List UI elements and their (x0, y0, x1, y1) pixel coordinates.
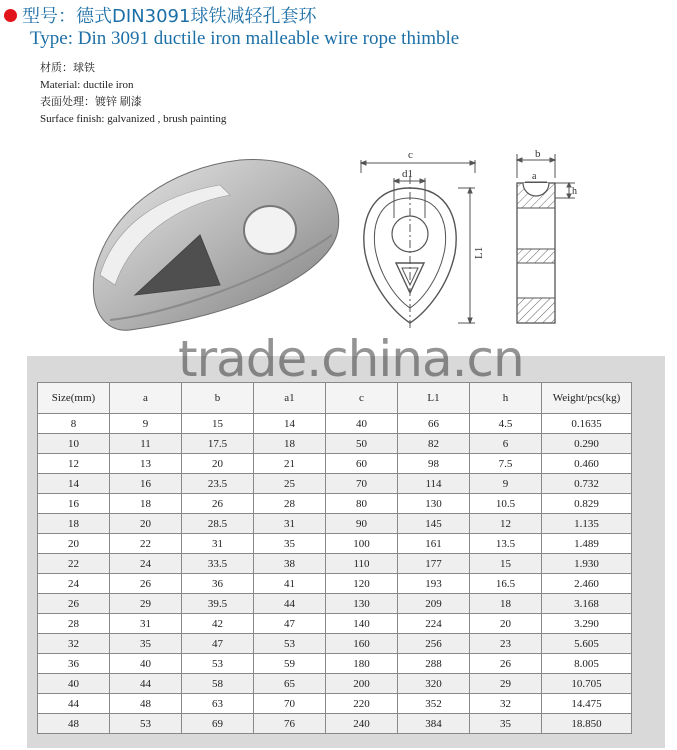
front-view-drawing (350, 148, 490, 338)
table-cell: 40 (326, 414, 398, 434)
table-cell: 352 (398, 694, 470, 714)
table-row (38, 494, 632, 514)
label-c: c (408, 149, 413, 161)
table-cell: 23.5 (182, 474, 254, 494)
table-cell: 26 (470, 654, 542, 674)
table-cell: 15 (182, 414, 254, 434)
table-cell: 36 (182, 574, 254, 594)
table-cell: 114 (398, 474, 470, 494)
table-cell: 320 (398, 674, 470, 694)
header-h: h (470, 383, 542, 414)
table-cell: 53 (254, 634, 326, 654)
table-row (38, 454, 632, 474)
header-c: c (326, 383, 398, 414)
table-cell: 48 (110, 694, 182, 714)
table-cell: 35 (110, 634, 182, 654)
table-cell: 59 (254, 654, 326, 674)
table-cell: 42 (182, 614, 254, 634)
table-cell: 69 (182, 714, 254, 734)
table-cell: 36 (38, 654, 110, 674)
table-cell: 31 (182, 534, 254, 554)
header-size: Size(mm) (38, 383, 110, 414)
table-cell: 40 (110, 654, 182, 674)
table-row (38, 574, 632, 594)
table-row (38, 514, 632, 534)
table-cell: 20 (182, 454, 254, 474)
table-cell: 26 (110, 574, 182, 594)
table-cell: 384 (398, 714, 470, 734)
table-cell: 1.489 (542, 534, 632, 554)
table-cell: 16 (38, 494, 110, 514)
table-cell: 28 (254, 494, 326, 514)
table-row (38, 534, 632, 554)
table-cell: 240 (326, 714, 398, 734)
table-row (38, 654, 632, 674)
table-cell: 29 (470, 674, 542, 694)
table-cell: 41 (254, 574, 326, 594)
table-cell: 1.930 (542, 554, 632, 574)
table-cell: 33.5 (182, 554, 254, 574)
table-cell: 13.5 (470, 534, 542, 554)
table-cell: 3.168 (542, 594, 632, 614)
table-cell: 80 (326, 494, 398, 514)
table-cell: 8 (38, 414, 110, 434)
table-cell: 53 (182, 654, 254, 674)
table-cell: 26 (38, 594, 110, 614)
table-row (38, 714, 632, 734)
table-cell: 18 (470, 594, 542, 614)
table-cell: 20 (38, 534, 110, 554)
table-cell: 145 (398, 514, 470, 534)
table-cell: 58 (182, 674, 254, 694)
material-cn: 材质：球铁 (40, 62, 95, 74)
table-cell: 70 (254, 694, 326, 714)
table-cell: 14.475 (542, 694, 632, 714)
table-cell: 10 (38, 434, 110, 454)
table-cell: 66 (398, 414, 470, 434)
title-chinese (4, 3, 316, 27)
table-cell: 60 (326, 454, 398, 474)
table-cell: 160 (326, 634, 398, 654)
table-cell: 13 (110, 454, 182, 474)
table-cell: 38 (254, 554, 326, 574)
finish-en: Surface finish: galvanized , brush painting (40, 113, 227, 125)
label-d1: d1 (402, 168, 413, 180)
table-cell: 256 (398, 634, 470, 654)
table-cell: 21 (254, 454, 326, 474)
table-row (38, 474, 632, 494)
side-view-drawing (505, 148, 585, 338)
title-english: Type: Din 3091 ductile iron malleable wire rope thimble (30, 28, 460, 49)
table-cell: 1.135 (542, 514, 632, 534)
table-cell: 20 (110, 514, 182, 534)
table-cell: 40 (38, 674, 110, 694)
table-cell: 31 (254, 514, 326, 534)
table-cell: 17.5 (182, 434, 254, 454)
watermark: trade.china.cn (178, 330, 524, 388)
table-cell: 0.460 (542, 454, 632, 474)
table-cell: 18 (38, 514, 110, 534)
header-weight: Weight/pcs(kg) (542, 383, 632, 414)
table-cell: 76 (254, 714, 326, 734)
table-cell: 110 (326, 554, 398, 574)
table-cell: 9 (110, 414, 182, 434)
table-cell: 12 (38, 454, 110, 474)
table-row (38, 674, 632, 694)
table-cell: 22 (110, 534, 182, 554)
table-cell: 209 (398, 594, 470, 614)
table-row (38, 434, 632, 454)
table-cell: 35 (470, 714, 542, 734)
table-cell: 70 (326, 474, 398, 494)
table-cell: 12 (470, 514, 542, 534)
table-cell: 6 (470, 434, 542, 454)
table-cell: 18 (110, 494, 182, 514)
table-cell: 4.5 (470, 414, 542, 434)
table-row (38, 694, 632, 714)
table-cell: 120 (326, 574, 398, 594)
table-cell: 130 (326, 594, 398, 614)
finish-cn: 表面处理：镀锌 刷漆 (40, 96, 142, 108)
dimension-table (37, 382, 632, 734)
table-cell: 18.850 (542, 714, 632, 734)
table-cell: 44 (38, 694, 110, 714)
table-cell: 39.5 (182, 594, 254, 614)
table-cell: 29 (110, 594, 182, 614)
table-cell: 44 (110, 674, 182, 694)
table-row (38, 554, 632, 574)
table-cell: 9 (470, 474, 542, 494)
table-cell: 224 (398, 614, 470, 634)
table-cell: 35 (254, 534, 326, 554)
table-cell: 24 (38, 574, 110, 594)
table-cell: 3.290 (542, 614, 632, 634)
table-cell: 7.5 (470, 454, 542, 474)
table-cell: 65 (254, 674, 326, 694)
table-cell: 47 (182, 634, 254, 654)
table-cell: 32 (38, 634, 110, 654)
table-cell: 90 (326, 514, 398, 534)
table-cell: 15 (470, 554, 542, 574)
table-cell: 26 (182, 494, 254, 514)
table-cell: 161 (398, 534, 470, 554)
table-cell: 14 (38, 474, 110, 494)
material-en: Material: ductile iron (40, 79, 134, 91)
table-cell: 140 (326, 614, 398, 634)
table-cell: 82 (398, 434, 470, 454)
table-cell: 5.605 (542, 634, 632, 654)
specifications (40, 60, 226, 128)
table-cell: 53 (110, 714, 182, 734)
table-cell: 130 (398, 494, 470, 514)
table-row (38, 594, 632, 614)
table-cell: 220 (326, 694, 398, 714)
table-cell: 200 (326, 674, 398, 694)
table-body (38, 414, 632, 734)
table-cell: 0.1635 (542, 414, 632, 434)
table-cell: 288 (398, 654, 470, 674)
title-chinese-text: 型号：德式DIN3091球铁减轻孔套环 (22, 6, 317, 27)
dimension-table-panel (27, 356, 665, 748)
table-cell: 16 (110, 474, 182, 494)
table-cell: 63 (182, 694, 254, 714)
label-L1: L1 (473, 246, 485, 259)
table-cell: 14 (254, 414, 326, 434)
table-cell: 47 (254, 614, 326, 634)
label-b: b (535, 148, 541, 160)
table-cell: 193 (398, 574, 470, 594)
table-cell: 44 (254, 594, 326, 614)
table-cell: 23 (470, 634, 542, 654)
table-cell: 2.460 (542, 574, 632, 594)
table-cell: 20 (470, 614, 542, 634)
table-cell: 98 (398, 454, 470, 474)
table-cell: 28.5 (182, 514, 254, 534)
table-cell: 180 (326, 654, 398, 674)
table-row (38, 614, 632, 634)
table-cell: 177 (398, 554, 470, 574)
table-cell: 25 (254, 474, 326, 494)
table-cell: 16.5 (470, 574, 542, 594)
table-cell: 11 (110, 434, 182, 454)
table-cell: 28 (38, 614, 110, 634)
header-a: a (110, 383, 182, 414)
table-cell: 50 (326, 434, 398, 454)
table-row (38, 414, 632, 434)
label-h: h (572, 186, 577, 197)
table-cell: 32 (470, 694, 542, 714)
table-cell: 31 (110, 614, 182, 634)
table-cell: 24 (110, 554, 182, 574)
thimble-round-hole (244, 206, 296, 254)
header-L1: L1 (398, 383, 470, 414)
label-a: a (532, 171, 537, 182)
table-cell: 18 (254, 434, 326, 454)
red-bullet-icon (4, 9, 17, 22)
table-cell: 48 (38, 714, 110, 734)
table-cell: 10.705 (542, 674, 632, 694)
table-cell: 0.732 (542, 474, 632, 494)
table-cell: 0.290 (542, 434, 632, 454)
header-b: b (182, 383, 254, 414)
table-cell: 22 (38, 554, 110, 574)
table-row (38, 634, 632, 654)
header-a1: a1 (254, 383, 326, 414)
table-cell: 10.5 (470, 494, 542, 514)
table-cell: 0.829 (542, 494, 632, 514)
table-cell: 100 (326, 534, 398, 554)
table-cell: 8.005 (542, 654, 632, 674)
